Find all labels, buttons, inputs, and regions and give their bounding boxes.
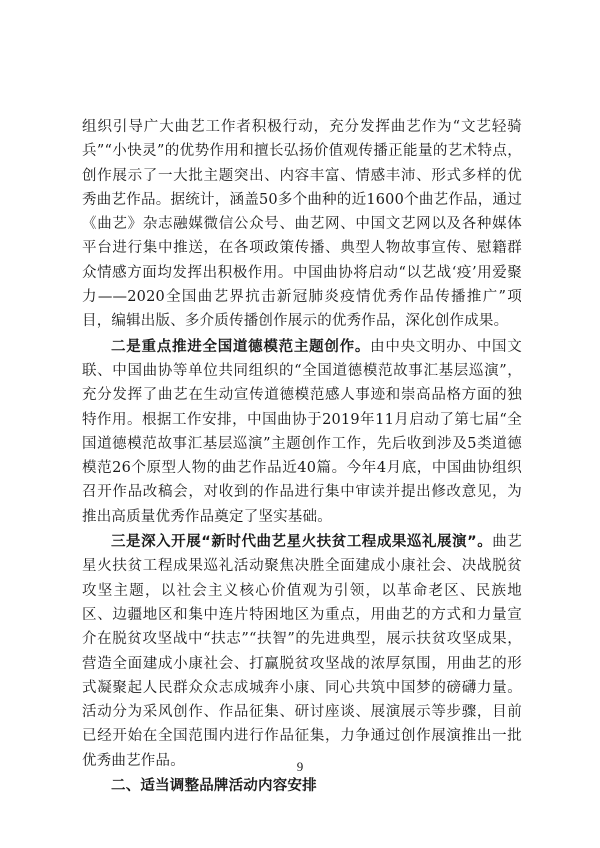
body-text	[82, 115, 522, 798]
paragraph-text: 曲艺星火扶贫工程成果巡礼活动聚焦决胜全面建成小康社会、决战脱贫攻坚主题，以社会主义核心价值观为引领，以革命老区、民族地区、边疆地区和集中连片特困地区为重点，用曲艺的方式和力量宣介在脱贫攻坚战中“扶志”“扶智”的先进典型，展示扶贫攻坚成果，营造全面建成小康社会、打赢脱贫攻坚战的浓厚氛围，用曲艺的形式凝聚起人民群众众志成城奔小康、同心共筑中国梦的磅礴力量。活动分为采风创作、作品征集、研讨座谈、展演展示等步骤，目前已经开始在全国范围内进行作品征集，力争通过创作展演推出一批优秀曲艺作品。	[82, 534, 522, 769]
paragraph-lead: 二是重点推进全国道德模范主题创作。	[111, 338, 371, 355]
paragraph-text: 由中央文明办、中国文联、中国曲协等单位共同组织的“全国道德模范故事汇基层巡演”，充分发挥了曲艺在生动宣传道德模范感人事迹和崇高品格方面的独特作用。根据工作安排，中国曲协于2019年11月启动了第七届“全国道德模范故事汇基层巡演”主题创作工作，先后收到涉及5类道德模范26个原型人物的曲艺作品近40篇。今年4月底，中国曲协组织召开作品改稿会，对收到的作品进行集中审读并提出修改意见，为推出高质量优秀作品奠定了坚实基础。	[82, 338, 523, 525]
paragraph-moral-models	[82, 335, 522, 529]
paragraph-poverty-alleviation	[82, 530, 522, 773]
paragraph-lead: 三是深入开展“新时代曲艺星火扶贫工程成果巡礼展演”。	[111, 534, 493, 551]
page-number: 9	[296, 759, 304, 774]
paragraph-text: 组织引导广大曲艺工作者积极行动，充分发挥曲艺作为“文艺轻骑兵”“小快灵”的优势作用和擅长弘扬价值观传播正能量的艺术特点，创作展示了一大批主题突出、内容丰富、情感丰沛、形式多样的优秀曲艺作品。据统计，涵盖50多个曲种的近1600个曲艺作品，通过《曲艺》杂志融媒微信公众号、曲艺网、中国文艺网以及各种媒体平台进行集中推送，在各项政策传播、典型人物故事宣传、慰籍群众情感方面均发挥出积极作用。中国曲协将启动“以艺战‘疫’用爱聚力——2020全国曲艺界抗击新冠肺炎疫情优秀作品传播推广”项目，编辑出版、多介质传播创作展示的优秀作品，深化创作成果。	[82, 119, 522, 330]
paragraph-continuation	[82, 115, 522, 334]
section-heading: 二、适当调整品牌活动内容安排	[111, 778, 317, 795]
